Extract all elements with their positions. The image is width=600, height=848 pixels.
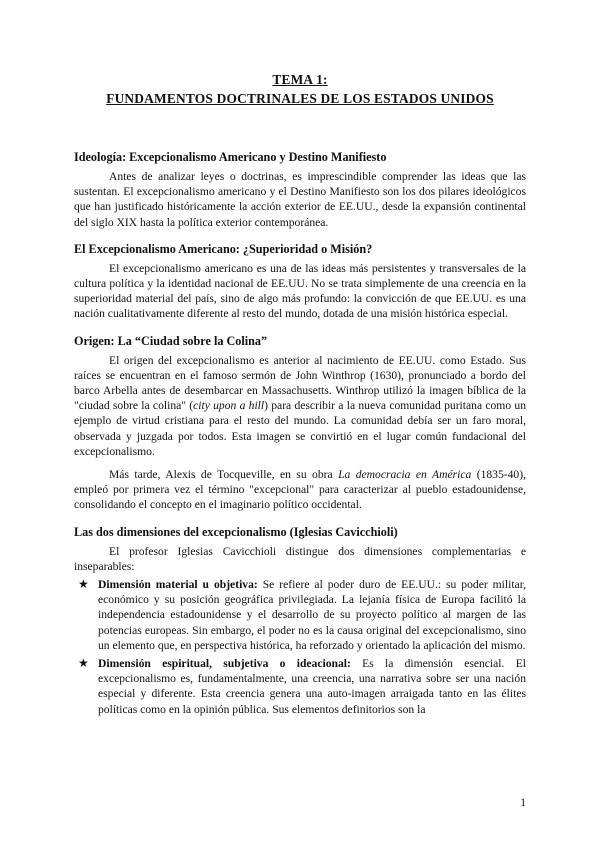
title-line-1: TEMA 1: xyxy=(272,72,328,87)
list-item xyxy=(74,577,526,653)
section-heading: Origen: La “Ciudad sobre la Colina” xyxy=(74,333,268,348)
paragraph: Antes de analizar leyes o doctrinas, es imprescindible comprender las ideas que las sustentan. El excepcionalismo americano y el Destino Manifiesto son los dos pilares ideológicos que han justificado históricamente la acción exterior de EE.UU., desde la expansión continental del siglo XIX hasta la política exterior contemporánea. xyxy=(74,170,526,229)
document-title xyxy=(74,70,526,108)
page-number: 1 xyxy=(520,796,526,809)
section-ideologia xyxy=(74,150,526,230)
section-heading: Ideología: Excepcionalismo Americano y Destino Manifiesto xyxy=(74,150,387,164)
section-origen xyxy=(74,334,526,513)
paragraph: El excepcionalismo americano es una de las ideas más persistentes y transversales de la cultura política y la identidad nacional de EE.UU. No se trata simplemente de una creencia en la superioridad material del país, sino de algo más profundo: la convicción de que EE.UU. es una nación cualitativamente diferente al resto del mundo, dotada de una misión histórica especial. xyxy=(74,261,526,321)
section-heading: Las dos dimensiones del excepcionalismo (Iglesias Cavicchioli) xyxy=(74,524,398,539)
document-page xyxy=(74,70,526,720)
book-title: La democracia en América xyxy=(338,468,472,482)
section-dimensiones xyxy=(74,525,526,717)
section-excepcionalismo xyxy=(74,242,526,322)
italic-phrase: city upon a hill xyxy=(193,399,265,413)
star-icon: ★ xyxy=(78,577,89,592)
paragraph xyxy=(74,467,526,513)
item-label: Dimensión material u objetiva: xyxy=(98,578,258,592)
list-item xyxy=(74,656,526,717)
text-span: Más tarde, Alexis de Tocqueville, en su obra xyxy=(109,468,339,482)
item-label: Dimensión espiritual, subjetiva o ideacional: xyxy=(98,657,351,671)
star-icon: ★ xyxy=(78,656,89,671)
text-span: ) para describir a la nueva comunidad puritana como un ejemplo de virtud cristiana para el resto del mundo. La comunidad debía ser un faro moral, observada y juzgada por todos. Esta imagen se convirtió en el lugar común fundacional del excepcionalismo. xyxy=(74,399,526,458)
text-span: El origen del excepcionalismo es anterior al nacimiento de EE.UU. como Estado. Sus raíces se encuentran en el famoso sermón de John Winthrop (1630), pronunciado a bordo del barco Arbella antes de desembarcar en Massachusetts. Winthrop utilizó la imagen bíblica de la "ciudad sobre la colina" ( xyxy=(74,353,526,413)
paragraph xyxy=(74,353,526,459)
paragraph: El profesor Iglesias Cavicchioli distingue dos dimensiones complementarias e inseparables: xyxy=(74,544,526,573)
item-text: Se refiere al poder duro de EE.UU.: su poder militar, económico y su posición geográfica privilegiada. La lejanía física de Europa facilitó la independencia estadounidense y el desarrollo de su proyecto político al margen de las potencias europeas. Sin embargo, el poder no es la causa original del excepcionalismo, sino un elemento que, en perspectiva histórica, ha reforzado y orientado la aplicación del mismo. xyxy=(98,578,526,652)
title-line-2: FUNDAMENTOS DOCTRINALES DE LOS ESTADOS UNIDOS xyxy=(106,91,494,106)
text-span: (1835-40), empleó por primera vez el término "excepcional" para caracterizar al pueblo estadounidense, consolidando el concepto en el imaginario político occidental. xyxy=(74,468,526,512)
section-heading: El Excepcionalismo Americano: ¿Superioridad o Misión? xyxy=(74,241,373,256)
item-text: Es la dimensión esencial. El excepcionalismo es, fundamentalmente, una creencia, una narrativa sobre ser una nación especial y diferente. Esta creencia genera una auto-imagen arraigada tanto en las élites políticas como en la opinión pública. Sus elementos definitorios son la xyxy=(98,657,526,716)
dimension-list xyxy=(74,577,526,717)
